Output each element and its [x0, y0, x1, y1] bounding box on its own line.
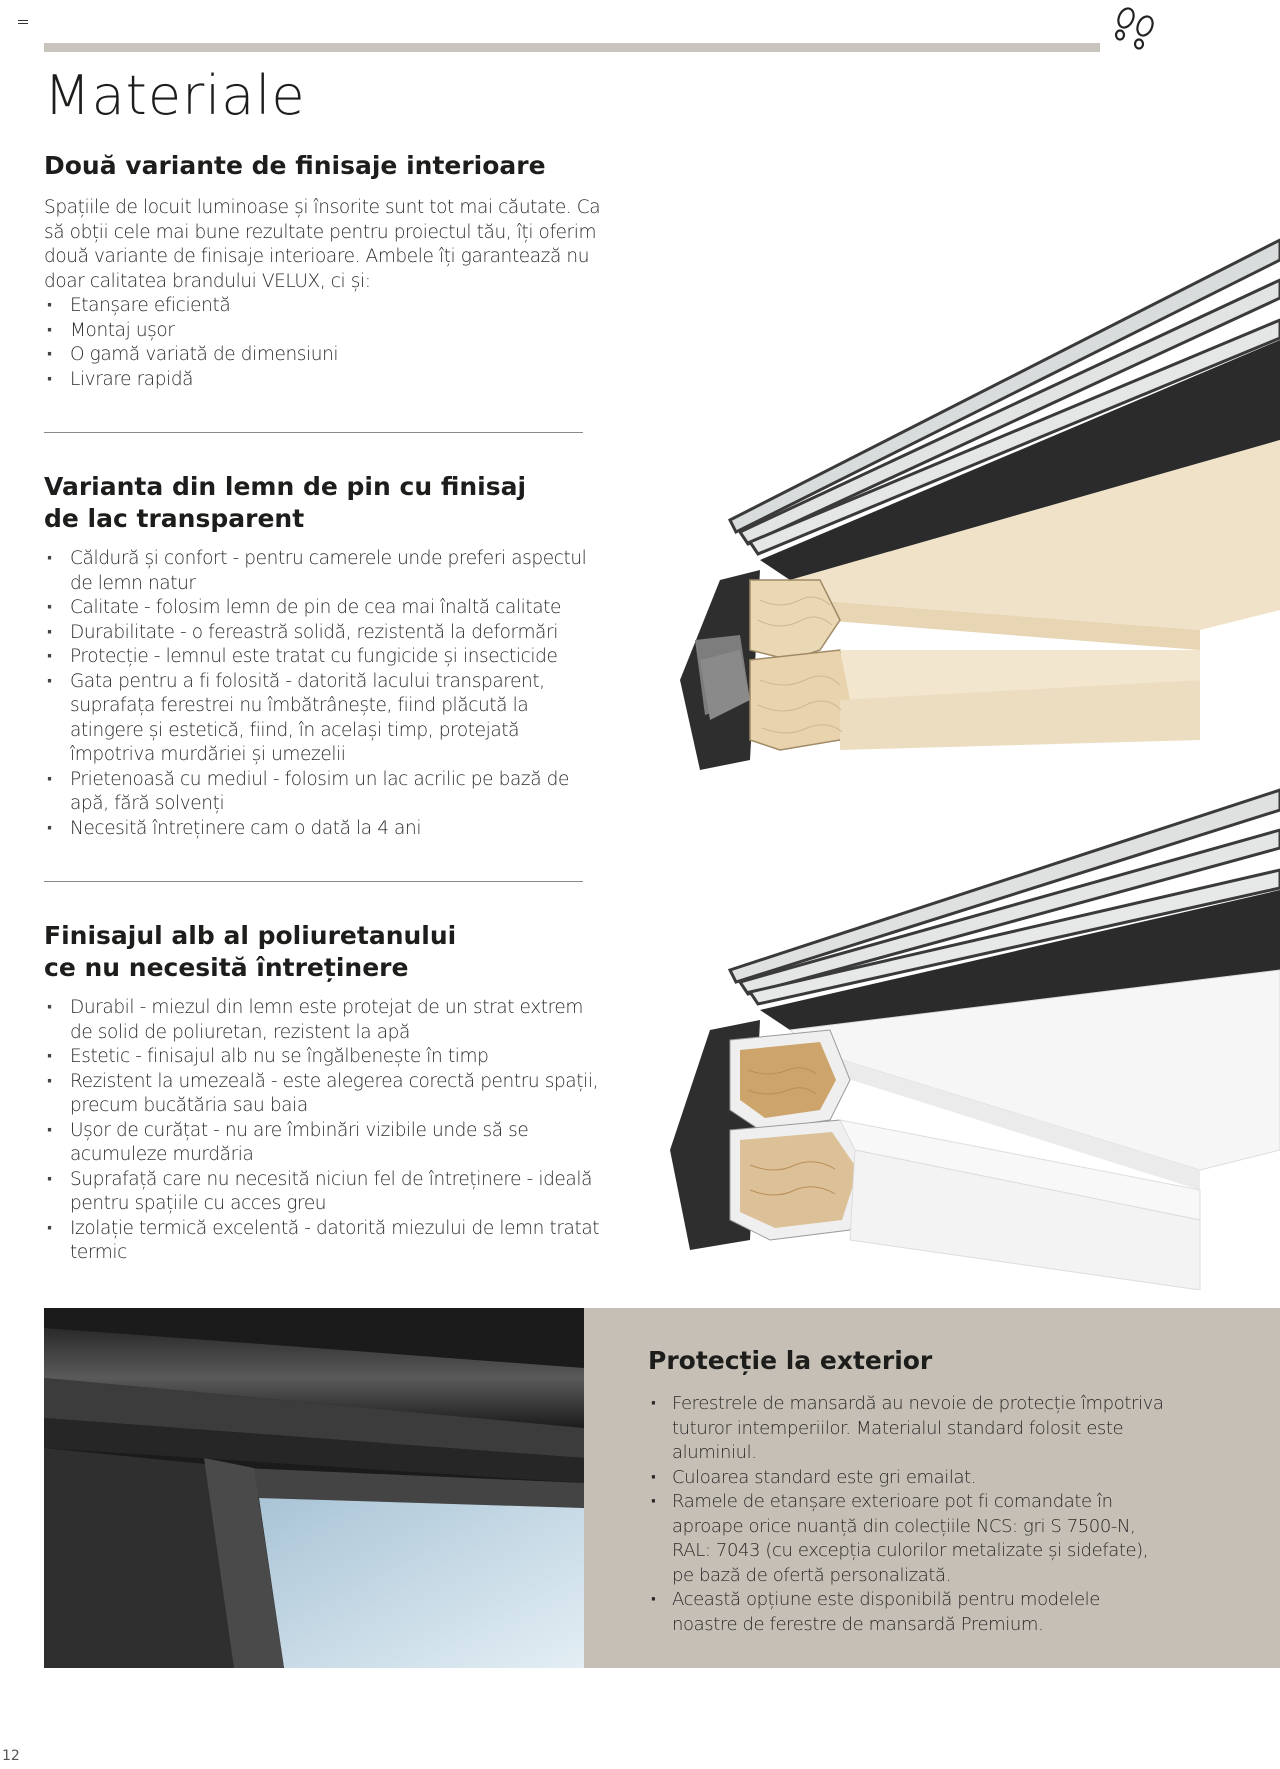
list-item: · Căldură și confort - pentru camerele unde preferi aspectul de lemn natur: [44, 547, 604, 596]
pine-window-section-image: [640, 180, 1280, 840]
list-item: · Necesită întreținere cam o dată la 4 ani: [44, 817, 604, 842]
list-item: · Montaj ușor: [44, 319, 604, 344]
pine-section: [44, 471, 604, 841]
exterior-cladding-photo: [44, 1308, 584, 1668]
white-list: [44, 996, 604, 1266]
intro-heading: Două variante de finisaje interioare: [44, 151, 546, 180]
exterior-protection-panel: [584, 1308, 1280, 1668]
list-item: · Durabil - miezul din lemn este protejat de un strat extrem de solid de poliuretan, rezistent la apă: [44, 996, 604, 1045]
list-item: · Livrare rapidă: [44, 368, 604, 393]
list-item: · Gata pentru a fi folosită - datorită lacului transparent, suprafața ferestrei nu îmbătrânește, fiind plăcută la atingere și estetică, fiind, în același timp, protejată împotriva murdăriei și umezelii: [44, 670, 604, 768]
list-item: · Ușor de curățat - nu are îmbinări vizibile unde să se acumuleze murdăria: [44, 1119, 604, 1168]
white-heading: [44, 920, 604, 984]
pine-heading-line2: de lac transparent: [44, 504, 305, 533]
list-item: · Ramele de etanșare exterioare pot fi comandate în aproape orice nuanță din colecțiile NCS: gri S 7500-N, RAL: 7043 (cu excepția culorilor metalizate și sidefate), pe bază de ofertă personalizată.: [648, 1490, 1168, 1588]
white-window-section-image: [640, 770, 1280, 1290]
list-item: · Izolație termică excelentă - datorită miezului de lemn tratat termic: [44, 1217, 604, 1266]
footprints-icon: [1108, 2, 1162, 56]
pine-heading-line1: Varianta din lemn de pin cu finisaj: [44, 472, 527, 501]
section-divider: [44, 432, 583, 433]
list-item: · Calitate - folosim lemn de pin de cea mai înaltă calitate: [44, 596, 604, 621]
list-item: · Această opțiune este disponibilă pentru modelele noastre de ferestre de mansardă Premium.: [648, 1588, 1168, 1637]
list-item: · Culoarea standard este gri emailat.: [648, 1466, 1168, 1491]
white-heading-line2: ce nu necesită întreținere: [44, 953, 409, 982]
white-section: [44, 920, 604, 1266]
list-item: · O gamă variată de dimensiuni: [44, 343, 604, 368]
list-item: · Prietenoasă cu mediul - folosim un lac acrilic pe bază de apă, fără solvenți: [44, 768, 604, 817]
intro-list: [44, 294, 604, 392]
list-item: · Rezistent la umezeală - este alegerea corectă pentru spații, precum bucătăria sau baia: [44, 1070, 604, 1119]
page-title: Materiale: [44, 64, 306, 127]
page-number: 12: [2, 1748, 20, 1764]
list-item: · Estetic - finisajul alb nu se îngălbenește în timp: [44, 1045, 604, 1070]
intro-paragraph: Spațiile de locuit luminoase și însorite sunt tot mai căutate. Ca să obții cele mai bune rezultate pentru proiectul tău, îți oferim două variante de finisaje interioare. Ambele îți garantează nu doar calitatea brandului VELUX, ci și:: [44, 197, 601, 292]
list-item: · Ferestrele de mansardă au nevoie de protecție împotriva tuturor intemperiilor. Materialul standard folosit este aluminiul.: [648, 1392, 1168, 1466]
exterior-heading: Protecție la exterior: [648, 1346, 933, 1375]
exterior-list: [648, 1392, 1168, 1637]
list-item: · Etanșare eficientă: [44, 294, 604, 319]
list-item: · Protecție - lemnul este tratat cu fungicide și insecticide: [44, 645, 604, 670]
white-heading-line1: Finisajul alb al poliuretanului: [44, 921, 457, 950]
top-rule: [44, 43, 1100, 52]
section-divider: [44, 881, 583, 882]
pine-heading: [44, 471, 604, 535]
list-item: · Durabilitate - o fereastră solidă, rezistentă la deformări: [44, 621, 604, 646]
list-item: · Suprafață care nu necesită niciun fel de întreținere - ideală pentru spațiile cu acces greu: [44, 1168, 604, 1217]
intro-section: [44, 150, 604, 392]
pine-list: [44, 547, 604, 841]
hamburger-icon[interactable]: [18, 20, 28, 26]
